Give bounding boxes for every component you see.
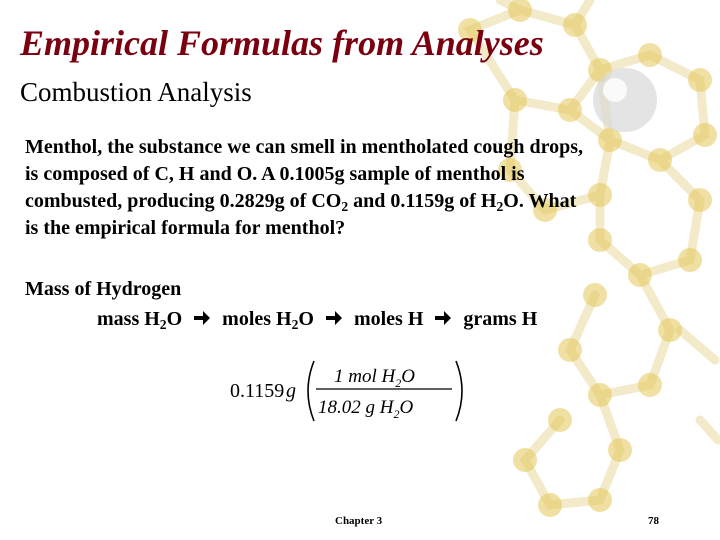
problem-text: combusted, producing 0.2829g of CO <box>25 190 342 212</box>
slide-subtitle: Combustion Analysis <box>20 77 252 107</box>
problem-text: and 0.1159g of H <box>348 190 497 212</box>
subscript: 2 <box>496 198 504 214</box>
problem-statement <box>25 134 705 242</box>
problem-line <box>25 188 705 215</box>
flow-step-mass-h2o <box>97 308 182 330</box>
subscript: 2 <box>341 198 349 214</box>
conversion-flow <box>97 308 537 331</box>
flow-text: moles H <box>222 308 292 330</box>
page-number: 78 <box>648 515 659 527</box>
equation-mass: 0.1159 <box>230 380 285 402</box>
subscript: 2 <box>291 316 299 332</box>
slide-title: Empirical Formulas from Analyses <box>20 23 544 63</box>
footer-chapter: Chapter 3 <box>335 515 383 527</box>
equation-numerator: 1 mol $H_2O$ <box>334 366 415 390</box>
problem-line: is composed of C, H and O. A 0.1005g sample of menthol is <box>25 163 525 185</box>
flow-step-grams-h: grams H <box>463 308 538 330</box>
flow-text: O <box>166 308 183 330</box>
flow-text: mass H <box>97 308 160 330</box>
arrow-right-icon <box>325 308 343 331</box>
equation-denominator: 18.02 g $H_2O$ <box>318 397 414 421</box>
equation-unit: g <box>286 380 296 402</box>
flow-step-moles-h: moles H <box>353 308 424 330</box>
flow-text: O <box>298 308 314 330</box>
arrow-right-icon <box>193 308 211 331</box>
problem-line: is the empirical formula for menthol? <box>25 217 346 239</box>
conversion-equation <box>230 357 470 425</box>
subscript: 2 <box>159 316 167 332</box>
problem-line: Menthol, the substance we can smell in mentholated cough drops, <box>25 136 583 158</box>
flow-step-moles-h2o <box>222 308 314 330</box>
arrow-right-icon <box>434 308 452 331</box>
section-label: Mass of Hydrogen <box>25 278 182 300</box>
problem-text: O. What <box>503 190 577 212</box>
